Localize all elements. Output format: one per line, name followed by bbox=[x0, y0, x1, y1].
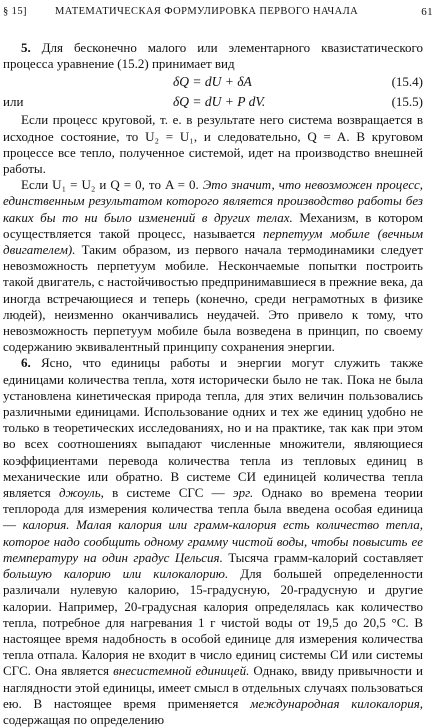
running-header bbox=[3, 6, 433, 22]
emphasis-text: Это значит, что невозможен процесс, единственным результатом которого является производство работы без каких бы то ни было изменений в других телах. bbox=[3, 177, 423, 225]
text-run: содержащая по определению bbox=[3, 711, 165, 727]
emphasis-term: большую калорию или килокалорию. bbox=[3, 566, 229, 582]
paragraph-5 bbox=[3, 40, 423, 72]
text-run: Ясно, что единицы работы и энергии могут служить также единицами количества тепла, хотя исторически было не так. Пока не была установлена кинетическая природа тепла, для этих величин пользовались различными единицами. Использование одних и тех же единиц удобно не только в теоретических исследованиях, но и на практике, так как при этом во всех соотношениях выпадают численные множители, являющиеся коэффициентами перевода количества тепла из тепловых единиц в механические или обратно. В системе СИ единицей количества тепла является bbox=[3, 355, 423, 501]
text-run: Если U₁ = U₂ и Q = 0, то A = 0. bbox=[21, 177, 203, 193]
equation-15-4 bbox=[3, 72, 423, 92]
page-body bbox=[3, 40, 423, 728]
emphasis-term: перпетуум мобиле (вечным двигателем). bbox=[3, 225, 423, 258]
paragraph-number: 6. bbox=[21, 355, 31, 371]
text-run: Механизм, в котором осуществляется такой процесс, называется bbox=[3, 209, 423, 241]
text-run: Тысяча грамм-калорий составляет bbox=[222, 549, 424, 565]
equation-number: (15.5) bbox=[391, 94, 423, 110]
emphasis-term: эрг. bbox=[232, 485, 254, 501]
equation-lead-word: или bbox=[3, 94, 24, 110]
emphasis-definition: калория. Малая калория или грамм-калория есть количество тепла, которое надо сообщить одному грамму чистой воды, чтобы повысить ее температуру на один градус Цельсия. bbox=[3, 517, 423, 565]
equation-formula: δQ = dU + δA bbox=[173, 74, 252, 90]
running-title: МАТЕМАТИЧЕСКАЯ ФОРМУЛИРОВКА ПЕРВОГО НАЧАЛА bbox=[55, 6, 359, 17]
page-number: 61 bbox=[421, 6, 433, 18]
emphasis-term: международная килокалория, bbox=[250, 695, 423, 711]
emphasis-term: внесистемной единицей. bbox=[113, 663, 250, 679]
text-run: в системе СГС — bbox=[103, 485, 233, 501]
equation-formula: δQ = dU + P dV. bbox=[173, 94, 266, 110]
equation-15-5 bbox=[3, 92, 423, 112]
text-run: Однако, ввиду привычности и наглядности этой единицы, имеет смысл в отдельных случаях пользоваться ею. В настоящее время применяется bbox=[3, 663, 423, 711]
paragraph-circular-process: Если процесс круговой, т. е. в результате него система возвращается в исходное состояние, то U₂ = U₁, и следовательно, Q = A. В круговом процессе все тепло, полученное системой, идет на производство внешней работы. bbox=[3, 112, 423, 177]
paragraph-text: Для бесконечно малого или элементарного квазистатического процесса уравнение (15.2) принимает вид bbox=[3, 40, 423, 72]
paragraph-6 bbox=[3, 355, 423, 728]
section-marker: § 15] bbox=[3, 6, 27, 17]
text-run: Однако во времена теории теплорода для измерения количества тепла была введена особая единица — bbox=[3, 485, 424, 533]
equation-number: (15.4) bbox=[391, 74, 423, 90]
text-run: Для большей определенности различали нулевую калорию, 15-градусную, 20-градусную и другие калории. Например, 20-градусная калория определялась как количество тепла, потребное для нагревания 1 г чистой воды от 19,5 до 20,5 °С. В настоящее время надобность в особой единице для измерения количества тепла отпала. Калория не входит в число единиц системы СИ или системы СГС. Она является bbox=[3, 566, 423, 679]
paragraph-number: 5. bbox=[21, 40, 31, 55]
paragraph-perpetuum-mobile bbox=[3, 177, 423, 355]
emphasis-term: джоуль, bbox=[59, 485, 104, 501]
text-run: Таким образом, из первого начала термодинамики следует невозможность перпетуум мобиле. Нескончаемые попытки построить такой двигатель, с настойчивостью предпринимавшиеся в прежние века, да иногда встречающиеся и теперь (конечно, среди неграмотных в физике людей), неизменно оканчивались неудачей. Это привело к тому, что невозможность перпетуум мобиле была возведена в принцип, по своему содержанию эквивалентный принципу сохранения энергии. bbox=[3, 242, 423, 355]
